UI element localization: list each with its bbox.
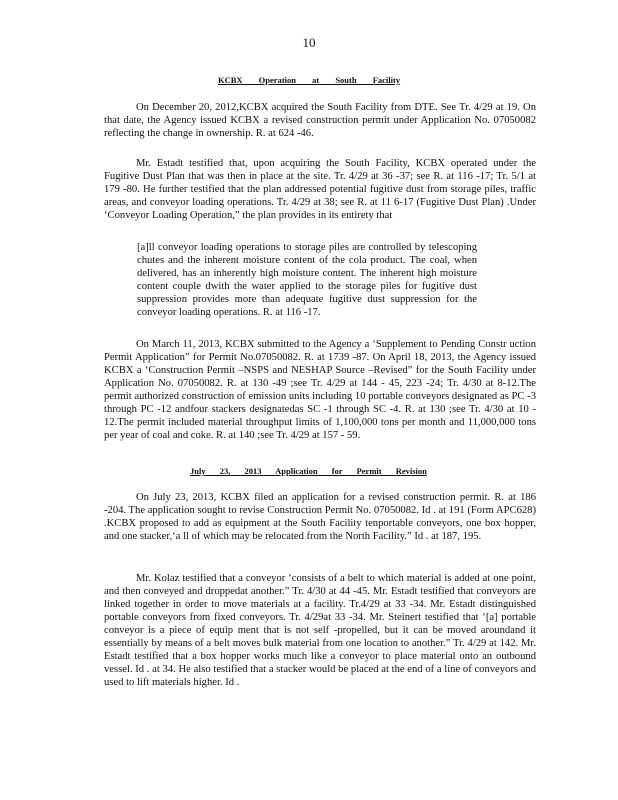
block-quote-conveyor-loading: [a]ll conveyor loading operations to storage piles are controlled by telescoping chutes and the inherent moisture content of the cola product. The coal, when delivered, has an inherently high moisture content. The inherent high moisture content couple dwith the water applied to the storage piles for fugitive dust suppression provides more than adequate fugitive dust suppression for the conveyor loading operations. R. at 116 -17. — [137, 242, 477, 318]
section-heading-july-application: July 23, 2013 Application for Permit Revision — [190, 466, 427, 476]
paragraph-conveyor-testimony: Mr. Kolaz testified that a conveyor ‘consists of a belt to which material is added at one point, and then conveyed and droppedat another.” Tr. 4/30 at 44 -45. Mr. Estadt testified that conveyors are linked together in order to move materials at a facility. Tr.4/29 at 33 -34. Mr. Estadt distinguished portable conveyors from fixed conveyors. Tr. 4/29at 33 -34. Mr. Steinert testified that ‘[a] portable conveyor is a piece of equip ment that is not self -propelled, but it can be moved aroundand it essentially by means of a belt moves bulk material from one location to another.” Tr. 4/29 at 142. Mr. Estadt testified that a box hopper works much like a conveyor to place material onto an outbound vessel. Id . at 34. He also testified that a stacker would be placed at the end of a line of conveyors and used to lift materials higher. Id . — [104, 573, 536, 688]
paragraph-acquisition: On December 20, 2012,KCBX acquired the South Facility from DTE. See Tr. 4/29 at 19. On that date, the Agency issued KCBX a revised construction permit under Application No. 07050082 reflecting the change in ownership. R. at 624 -46. — [104, 102, 536, 139]
paragraph-july-application: On July 23, 2013, KCBX filed an application for a revised construction permit. R. at 186 -204. The application sought to revise Construction Permit No. 07050082. Id . at 191 (Form APC628) .KCBX proposed to add as equipment at the South Facility tenportable conveyors, one box hopper, and one stacker,‘a ll of which may be relocated from the North Facility.” Id . at 187, 195. — [104, 492, 536, 542]
paragraph-supplement-permit: On March 11, 2013, KCBX submitted to the Agency a ‘Supplement to Pending Constr uction Permit Application” for Permit No.07050082. R. at 1739 -87. On April 18, 2013, the Agency issued KCBX a ‘Construction Permit –NSPS and NESHAP Source –Revised” for the South Facility under Application No. 07050082. R. at 130 -49 ;see Tr. 4/29 at 144 - 45, 223 -24; Tr. 4/30 at 8-12.The permit authorized construction of emission units including 10 portable conveyors designated as PC -3 through PC -12 andfour stackers designatedas SC -1 through SC -4. R. at 130 ;see Tr. 4/30 at 10 - 12.The permit included material throughput limits of 1,100,000 tons per month and 11,000,000 tons per year of coal and coke. R. at 140 ;see Tr. 4/29 at 157 - 59. — [104, 339, 536, 441]
paragraph-fugitive-dust-plan: Mr. Estadt testified that, upon acquiring the South Facility, KCBX operated under the Fugitive Dust Plan that was then in place at the site. Tr. 4/29 at 36 -37; see R. at 116 -17; Tr. 5/1 at 179 -80. He further testified that the plan addressed potential fugitive dust from storage piles, traffic areas, and conveyor loading operations. Tr. 4/29 at 38; see R. at 11 6-17 (Fugitive Dust Plan) .Under ‘Conveyor Loading Operation,” the plan provides in its entirety that — [104, 158, 536, 221]
section-heading-kcbx-operation: KCBX Operation at South Facility — [218, 75, 401, 85]
page-number: 10 — [302, 35, 316, 50]
